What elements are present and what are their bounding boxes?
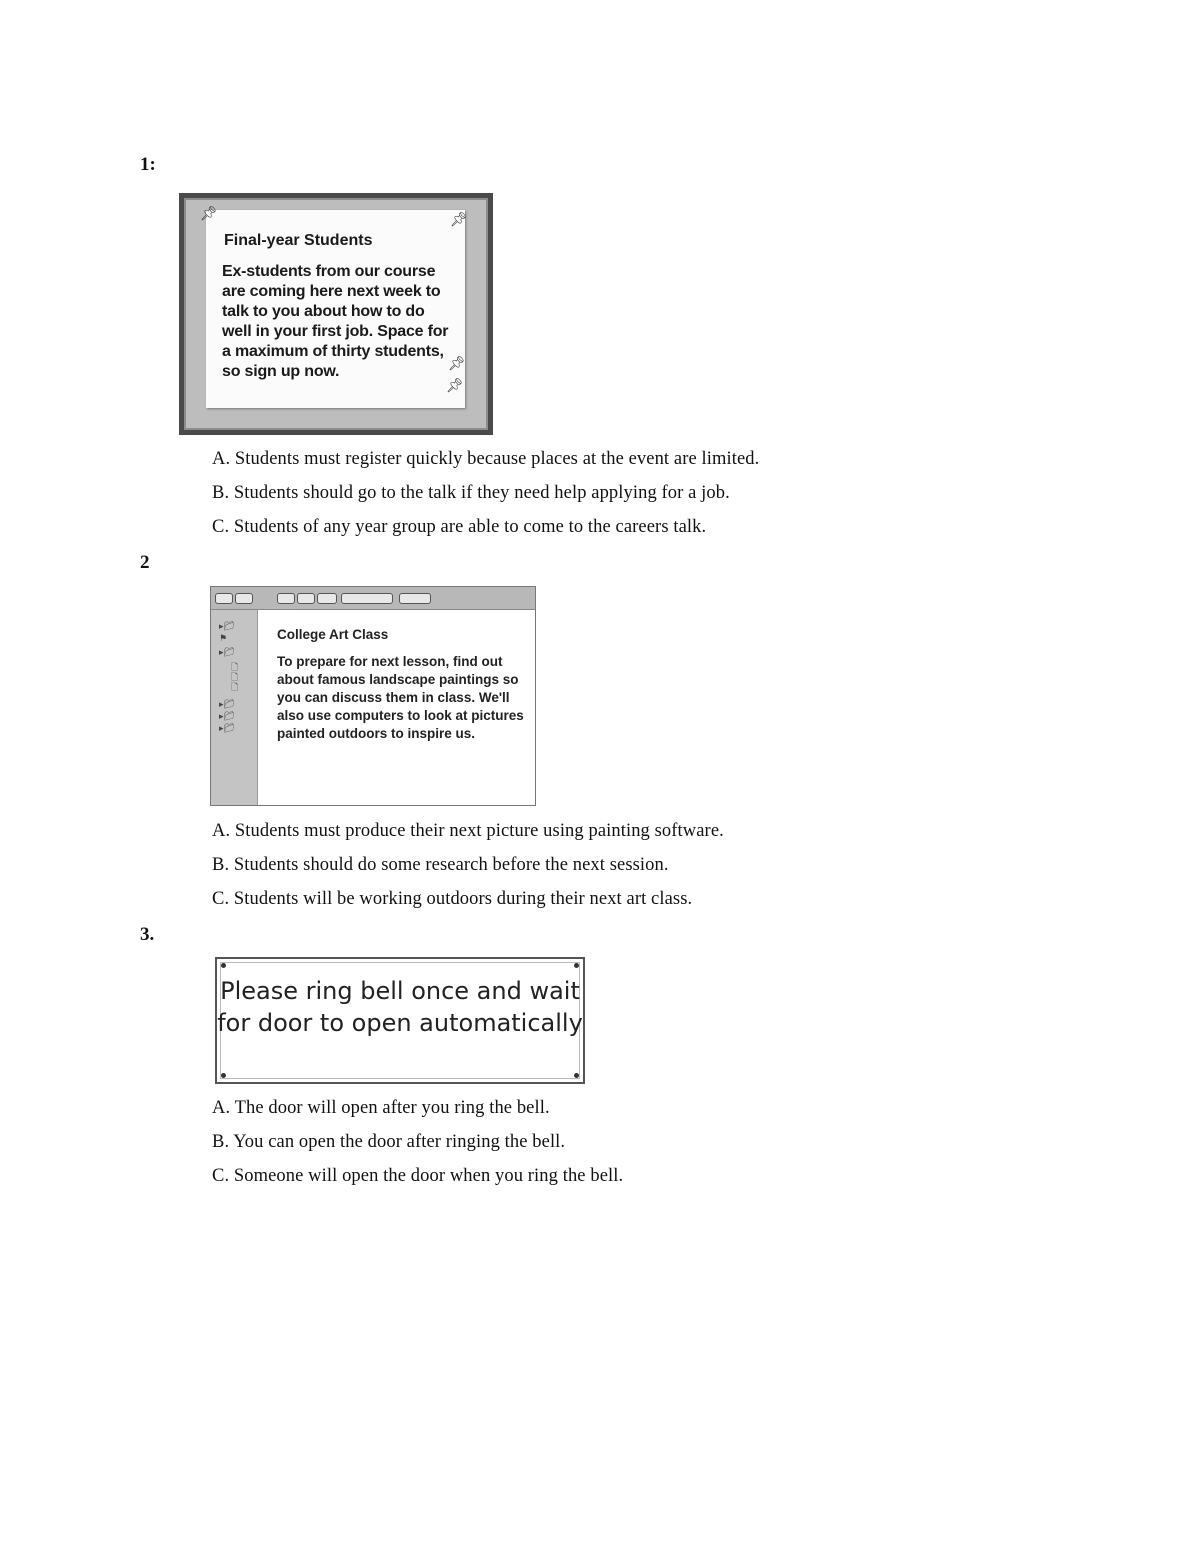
- door-sign-image: [215, 957, 585, 1084]
- notice-title: Final-year Students: [224, 232, 373, 249]
- notice-paper: [200, 206, 468, 408]
- toolbar-button-icon: [215, 593, 233, 604]
- answer-option: C. Students will be working outdoors during their next art class.: [212, 889, 693, 909]
- screw-icon: [574, 963, 579, 968]
- window-sidebar: [211, 610, 258, 805]
- file-icon: 🗋︎: [231, 673, 239, 683]
- pushpin-icon: 📌︎: [200, 206, 218, 222]
- answer-option: B. You can open the door after ringing the bell.: [212, 1132, 566, 1152]
- file-icon: 🗋︎: [231, 683, 239, 693]
- answer-option: B. Students should do some research before the next session.: [212, 855, 669, 875]
- toolbar-button-icon: [317, 593, 337, 604]
- pushpin-icon: 📌︎: [446, 378, 464, 394]
- notice-title: College Art Class: [277, 627, 389, 642]
- computer-window-image: [210, 586, 536, 806]
- pushpin-icon: 📌︎: [448, 356, 466, 372]
- answer-option: A. The door will open after you ring the bell.: [212, 1098, 550, 1118]
- toolbar-button-icon: [399, 593, 431, 604]
- screw-icon: [574, 1073, 579, 1078]
- window-content: [258, 610, 535, 805]
- answer-option: A. Students must register quickly because places at the event are limited.: [212, 449, 760, 469]
- pushpin-icon: 📌︎: [450, 212, 468, 228]
- toolbar-button-icon: [277, 593, 295, 604]
- folder-icon: ▸📁︎: [219, 622, 235, 632]
- folder-icon: ▸📁︎: [219, 724, 235, 734]
- sign-text: Please ring bell once and wait for door to open automatically: [217, 977, 583, 1037]
- screw-icon: [221, 963, 226, 968]
- notice-body: Ex-students from our course are coming here next week to talk to you about how to do well in your first job. Space for a maximum of thirty students, so sign up now.: [222, 263, 449, 380]
- answer-option: C. Students of any year group are able to come to the careers talk.: [212, 517, 707, 537]
- answer-option: A. Students must produce their next picture using painting software.: [212, 821, 724, 841]
- file-icon: 🗋︎: [231, 663, 239, 673]
- toolbar-button-icon: [341, 593, 393, 604]
- question-number: 2: [140, 552, 150, 573]
- notice-board-image: [179, 193, 493, 435]
- answer-option: B. Students should go to the talk if they need help applying for a job.: [212, 483, 730, 503]
- folder-icon: ▸📁︎: [219, 700, 235, 710]
- notice-body: To prepare for next lesson, find out about famous landscape paintings so you can discuss them in class. We'll also use computers to look at pictures painted outdoors to inspire us.: [277, 654, 524, 741]
- folder-icon: ▸📁︎: [219, 712, 235, 722]
- question-number: 1:: [140, 154, 156, 175]
- answer-option: C. Someone will open the door when you ring the bell.: [212, 1166, 624, 1186]
- toolbar-button-icon: [297, 593, 315, 604]
- question-number: 3.: [140, 924, 155, 945]
- flag-icon: ⚑: [219, 634, 228, 644]
- screw-icon: [221, 1073, 226, 1078]
- folder-icon: ▸📁︎: [219, 648, 235, 658]
- window-toolbar: [211, 587, 535, 610]
- toolbar-button-icon: [235, 593, 253, 604]
